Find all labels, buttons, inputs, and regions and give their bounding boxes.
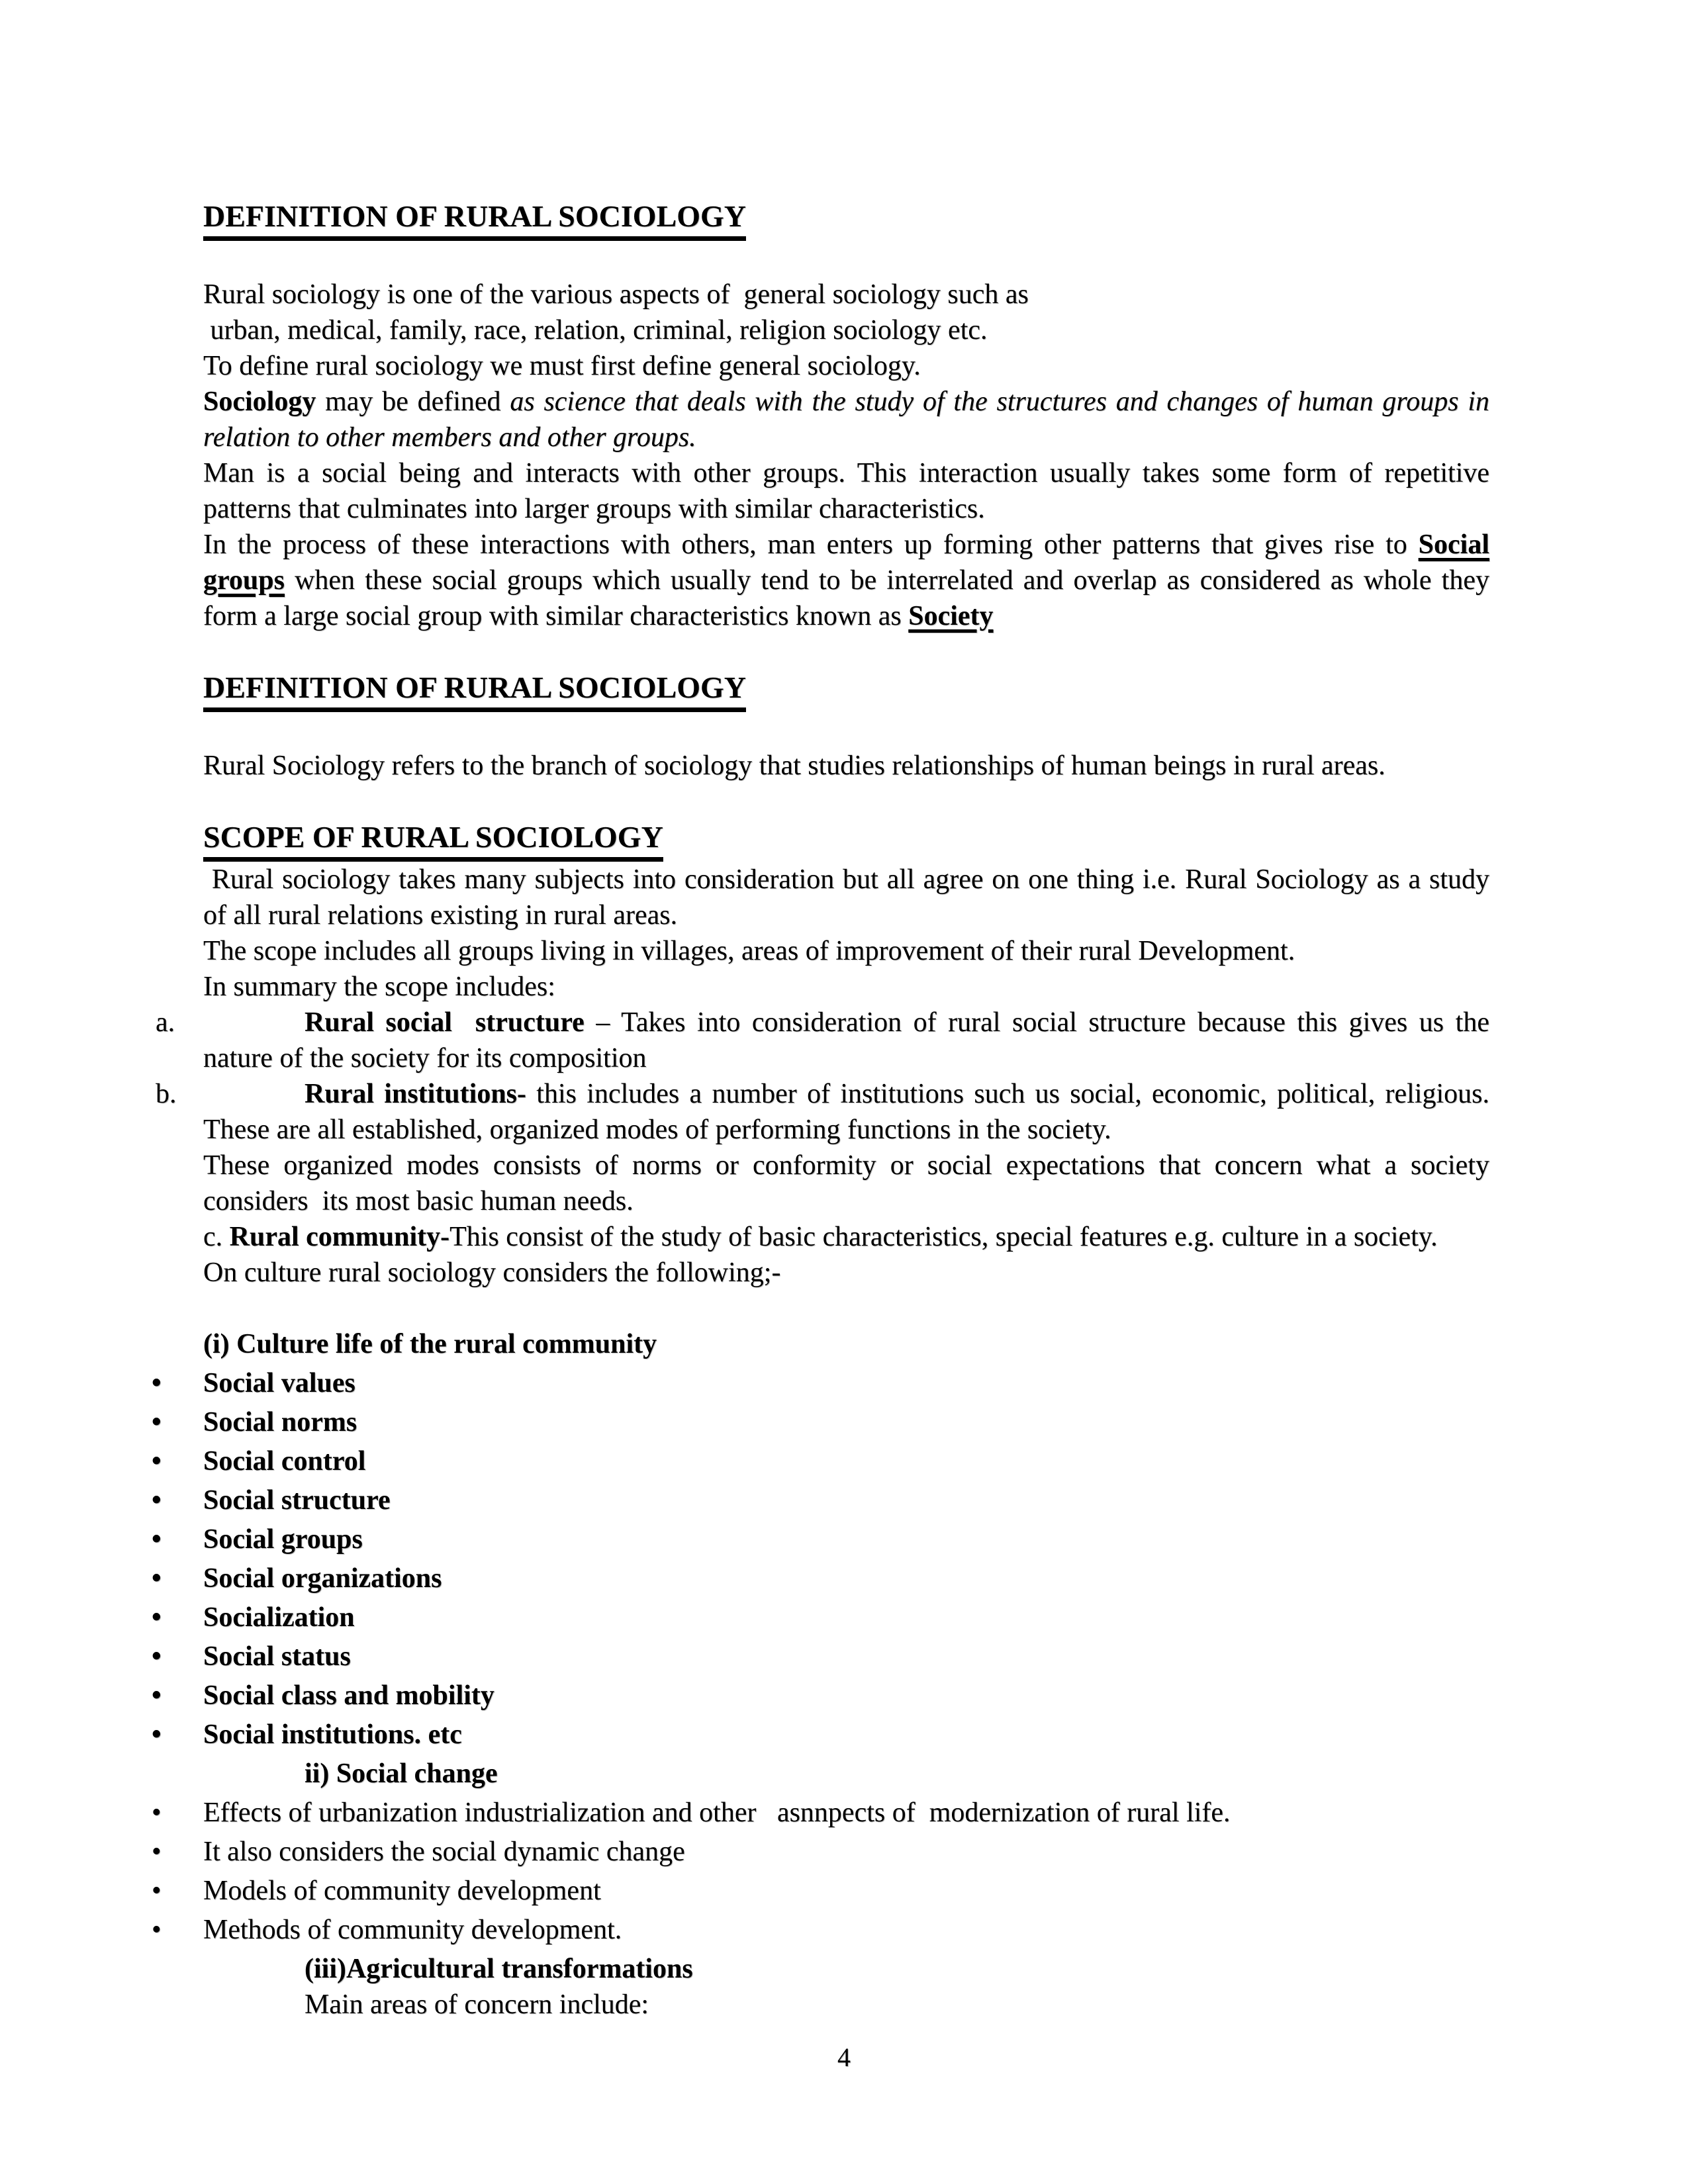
bullet-item bbox=[152, 1678, 1489, 1713]
bullet-item bbox=[152, 1600, 1489, 1635]
bullet-icon: • bbox=[152, 1797, 162, 1828]
heading-culture-life: (i) Culture life of the rural community bbox=[203, 1329, 657, 1359]
bullet-item bbox=[152, 1873, 1489, 1909]
bold-run: Rural social structure bbox=[305, 1007, 585, 1038]
bold-underline-run: Social groups bbox=[203, 529, 1489, 596]
bullet-icon: • bbox=[152, 1915, 162, 1945]
bullet-text: Social values bbox=[203, 1368, 355, 1398]
bullet-icon: • bbox=[152, 1368, 162, 1398]
bullet-icon: • bbox=[152, 1719, 162, 1750]
bold-run: Rural institutions- bbox=[305, 1079, 527, 1109]
heading-agricultural-transformations: (iii)Agricultural transformations bbox=[305, 1954, 693, 1984]
bullet-icon: • bbox=[152, 1680, 162, 1711]
paragraph-social-groups bbox=[203, 527, 1489, 634]
bullet-item bbox=[152, 1834, 1489, 1870]
spacer bbox=[203, 784, 1489, 819]
heading-definition-2 bbox=[203, 670, 1489, 712]
heading-scope bbox=[203, 819, 1489, 862]
bullet-text: Social control bbox=[203, 1446, 366, 1477]
bullet-text: It also considers the social dynamic change bbox=[203, 1837, 685, 1867]
text-run: c. bbox=[203, 1222, 230, 1252]
paragraph-sociology-definition bbox=[203, 384, 1489, 455]
heading-social-change: ii) Social change bbox=[305, 1758, 498, 1789]
bullet-item bbox=[152, 1639, 1489, 1674]
bullet-item bbox=[152, 1443, 1489, 1479]
bullet-text: Social norms bbox=[203, 1407, 357, 1437]
bullet-item bbox=[152, 1795, 1489, 1831]
document-content bbox=[152, 199, 1497, 2023]
bullet-text: Social organizations bbox=[203, 1563, 442, 1594]
page-number: 4 bbox=[837, 2042, 851, 2072]
bullet-text: Effects of urbanization industrialization and other asnnpects of modernization of rural life. bbox=[203, 1797, 1231, 1828]
spacer bbox=[203, 712, 1489, 748]
spacer bbox=[203, 241, 1489, 277]
text-run: may be defined bbox=[316, 387, 510, 417]
bullet-text: Social groups bbox=[203, 1524, 363, 1555]
bullet-item bbox=[152, 1561, 1489, 1596]
bullet-text: Social structure bbox=[203, 1485, 391, 1516]
bullet-item bbox=[152, 1482, 1489, 1518]
bullet-item bbox=[152, 1365, 1489, 1401]
spacer bbox=[203, 634, 1489, 670]
bullet-icon: • bbox=[152, 1876, 162, 1906]
bullet-text: Socialization bbox=[203, 1602, 355, 1633]
bold-run: Rural community- bbox=[229, 1222, 450, 1252]
bullet-text: Models of community development bbox=[203, 1876, 601, 1906]
bullet-icon: • bbox=[152, 1446, 162, 1477]
bold-run: Sociology bbox=[203, 387, 316, 417]
paragraph-scope-intro: Rural sociology takes many subjects into consideration but all agree on one thing i.e. Rural Sociology as a study of all rural relations existing in rural areas. bbox=[203, 864, 1497, 931]
text-run: this includes a number of institutions such us social, economic, political, religious. These are all established, organized modes of performing functions in the society. bbox=[203, 1079, 1489, 1145]
paragraph-man-social: Man is a social being and interacts with other groups. This interaction usually takes some form of repetitive patterns that culminates into larger groups with similar characteristics. bbox=[203, 458, 1489, 524]
paragraph-in-summary: In summary the scope includes: bbox=[203, 972, 555, 1002]
text-run: – Takes into consideration of rural social structure because this gives us the nature of the society for its composition bbox=[203, 1007, 1489, 1073]
list-item-b bbox=[156, 1076, 1489, 1148]
text-run: In the process of these interactions with others, man enters up forming other patterns that gives rise to bbox=[203, 529, 1419, 560]
bullet-icon: • bbox=[152, 1407, 162, 1437]
bullet-icon: • bbox=[152, 1837, 162, 1867]
paragraph-rural-sociology-refers: Rural Sociology refers to the branch of sociology that studies relationships of human beings in rural areas. bbox=[203, 751, 1385, 781]
bullet-item bbox=[152, 1912, 1489, 1948]
bullet-text: Methods of community development. bbox=[203, 1915, 622, 1945]
bold-underline-run: Society bbox=[908, 601, 994, 631]
paragraph-organized-modes: These organized modes consists of norms or conformity or social expectations that concern what a society considers its most basic human needs. bbox=[203, 1150, 1489, 1216]
heading-text: SCOPE OF RURAL SOCIOLOGY bbox=[203, 819, 663, 862]
list-marker-a: a. bbox=[156, 1007, 175, 1038]
bullet-icon: • bbox=[152, 1602, 162, 1633]
paragraph-line: Rural sociology is one of the various aspects of general sociology such as bbox=[203, 279, 1029, 310]
bullet-item bbox=[152, 1522, 1489, 1557]
bullet-icon: • bbox=[152, 1641, 162, 1672]
heading-text: DEFINITION OF RURAL SOCIOLOGY bbox=[203, 670, 746, 712]
text-run: when these social groups which usually tend to be interrelated and overlap as considered as whole they form a large social group with similar characteristics known as bbox=[203, 565, 1489, 631]
text-run: This consist of the study of basic characteristics, special features e.g. culture in a society. bbox=[449, 1222, 1438, 1252]
heading-definition-1 bbox=[203, 199, 1489, 241]
bullet-text: Social status bbox=[203, 1641, 351, 1672]
paragraph-on-culture: On culture rural sociology considers the following;- bbox=[203, 1257, 781, 1288]
bullet-icon: • bbox=[152, 1563, 162, 1594]
paragraph-scope-includes: The scope includes all groups living in villages, areas of improvement of their rural Development. bbox=[203, 936, 1295, 966]
paragraph-line: To define rural sociology we must first define general sociology. bbox=[203, 351, 921, 381]
italic-run: as science that deals with the study of the structures and changes of human groups in relation to other members and other groups. bbox=[203, 387, 1489, 453]
bullet-item bbox=[152, 1717, 1489, 1752]
bullet-icon: • bbox=[152, 1485, 162, 1516]
bullet-text: Social institutions. etc bbox=[203, 1719, 462, 1750]
heading-text: DEFINITION OF RURAL SOCIOLOGY bbox=[203, 199, 746, 241]
list-item-c bbox=[203, 1219, 1489, 1255]
bullet-item bbox=[152, 1404, 1489, 1440]
bullet-text: Social class and mobility bbox=[203, 1680, 494, 1711]
paragraph-main-areas: Main areas of concern include: bbox=[305, 1989, 649, 2020]
list-marker-b: b. bbox=[156, 1079, 177, 1109]
spacer bbox=[203, 1291, 1489, 1326]
list-item-a bbox=[156, 1005, 1489, 1076]
paragraph-line: urban, medical, family, race, relation, criminal, religion sociology etc. bbox=[203, 315, 988, 345]
bullet-icon: • bbox=[152, 1524, 162, 1555]
